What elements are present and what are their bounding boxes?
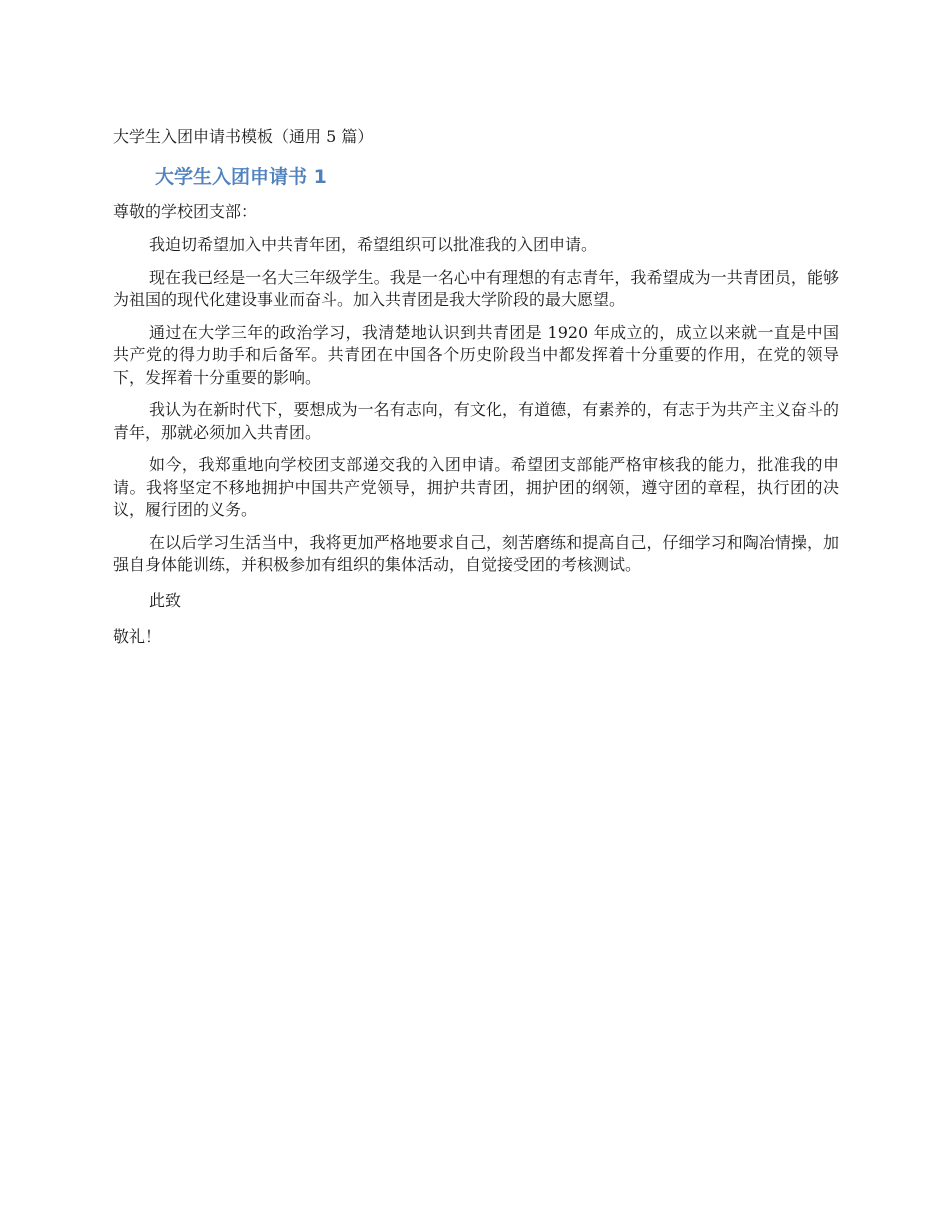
closing-line: 此致 <box>149 590 182 610</box>
paragraph-2: 现在我已经是一名大三年级学生。我是一名心中有理想的有志青年，我希望成为一共青团员，能够为祖国的现代化建设事业而奋斗。加入共青团是我大学阶段的最大愿望。 <box>113 267 839 309</box>
section-heading: 大学生入团申请书 1 <box>155 166 327 188</box>
paragraph-5: 如今，我郑重地向学校团支部递交我的入团申请。希望团支部能严格审核我的能力，批准我的申请。我将坚定不移地拥护中国共产党领导，拥护共青团，拥护团的纲领，遵守团的章程，执行团的决议，履行团的义务。 <box>113 455 839 519</box>
paragraph-6: 在以后学习生活当中，我将更加严格地要求自己，刻苦磨练和提高自己，仔细学习和陶冶情操，加强自身体能训练，并积极参加有组织的集体活动，自觉接受团的考核测试。 <box>113 532 839 574</box>
regards-line: 敬礼！ <box>113 626 162 646</box>
paragraph-4: 我认为在新时代下，要想成为一名有志向，有文化，有道德，有素养的，有志于为共产主义奋斗的青年，那就必须加入共青团。 <box>113 400 839 442</box>
document-title: 大学生入团申请书模板（通用 5 篇） <box>113 127 374 146</box>
paragraph-3: 通过在大学三年的政治学习，我清楚地认识到共青团是 1920 年成立的，成立以来就一直是中国共产党的得力助手和后备军。共青团在中国各个历史阶段当中都发挥着十分重要的作用，在党的领导下，发挥着十分重要的影响。 <box>113 322 839 387</box>
salutation: 尊敬的学校团支部： <box>113 202 258 221</box>
document-body <box>113 124 839 649</box>
paragraph-1: 我迫切希望加入中共青年团，希望组织可以批准我的入团申请。 <box>149 235 598 254</box>
